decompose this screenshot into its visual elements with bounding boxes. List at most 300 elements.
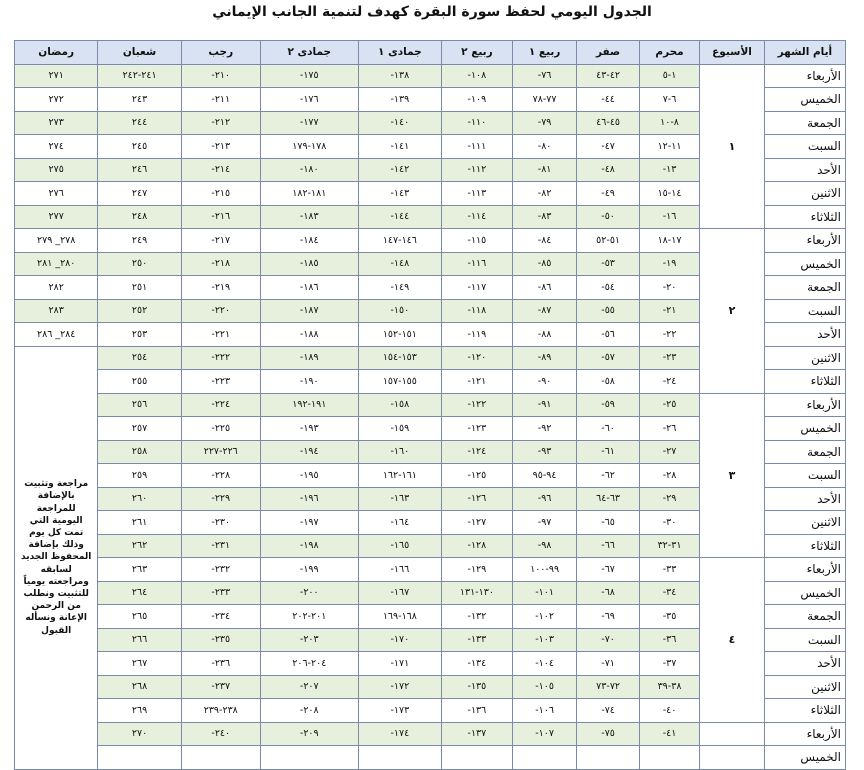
- muharram-cell: ٣٧-: [639, 652, 699, 676]
- muharram-cell: ٨-١٠: [639, 111, 699, 135]
- rajab-cell: ٢١٧-: [181, 229, 260, 253]
- jumada1-cell: ١٥٣-١٥٤: [358, 346, 441, 370]
- muharram-cell: [639, 746, 699, 770]
- jumada2-cell: ١٧٦-: [260, 88, 358, 112]
- shaban-cell: ٢٦٤: [98, 581, 181, 605]
- rabi2-cell: ١٣٦-: [442, 699, 513, 723]
- week-cell: ١: [700, 64, 765, 229]
- jumada1-cell: ١٧٠-: [358, 628, 441, 652]
- day-cell: الجمعة: [764, 111, 845, 135]
- jumada2-cell: ٢٠٣-: [260, 628, 358, 652]
- jumada2-cell: ١٧٥-: [260, 64, 358, 88]
- safar-cell: ٥١-٥٢: [577, 229, 639, 253]
- safar-cell: ٤٨-: [577, 158, 639, 182]
- jumada2-cell: ١٨٦-: [260, 276, 358, 300]
- jumada2-cell: ١٨٣-: [260, 205, 358, 229]
- rabi2-cell: ١١٢-: [442, 158, 513, 182]
- rabi1-cell: ٨٥-: [512, 252, 577, 276]
- day-cell: الخميس: [764, 746, 845, 770]
- muharram-cell: ٢١-: [639, 299, 699, 323]
- jumada2-cell: ١٩٤-: [260, 440, 358, 464]
- week-cell: [700, 746, 765, 770]
- day-cell: الأربعاء: [764, 393, 845, 417]
- rabi2-cell: ١٢٧-: [442, 511, 513, 535]
- jumada1-cell: ١٣٨-: [358, 64, 441, 88]
- rabi2-cell: ١٠٩-: [442, 88, 513, 112]
- rabi2-cell: ١٢٥-: [442, 464, 513, 488]
- rabi2-cell: ١١٩-: [442, 323, 513, 347]
- safar-cell: ٧٠-: [577, 628, 639, 652]
- jumada1-cell: ١٤٠-: [358, 111, 441, 135]
- rabi2-cell: ١٢٢-: [442, 393, 513, 417]
- shaban-cell: ٢٤٩: [98, 229, 181, 253]
- day-cell: الأحد: [764, 652, 845, 676]
- rabi2-cell: ١٣٣-: [442, 628, 513, 652]
- jumada2-cell: ١٩٥-: [260, 464, 358, 488]
- jumada1-cell: ١٣٩-: [358, 88, 441, 112]
- safar-cell: ٥٤-: [577, 276, 639, 300]
- day-cell: الأحد: [764, 487, 845, 511]
- jumada1-cell: ١٦١-١٦٢: [358, 464, 441, 488]
- day-cell: الجمعة: [764, 440, 845, 464]
- header-ramadan: رمضان: [15, 41, 98, 65]
- page-title: الجدول اليومي لحفظ سورة البقرة كهدف لتنمية الجانب الإيماني: [212, 4, 652, 20]
- safar-cell: ٥٣-: [577, 252, 639, 276]
- day-cell: الأربعاء: [764, 229, 845, 253]
- shaban-cell: ٢٦١: [98, 511, 181, 535]
- shaban-cell: ٢٦٩: [98, 699, 181, 723]
- safar-cell: ٦٠-: [577, 417, 639, 441]
- shaban-cell: ٢٥٢: [98, 299, 181, 323]
- table-row: [15, 64, 846, 88]
- rabi2-cell: ١٢٨-: [442, 534, 513, 558]
- jumada1-cell: ١٧٢-: [358, 675, 441, 699]
- rabi1-cell: ١٠٤-: [512, 652, 577, 676]
- muharram-cell: ٢٣-: [639, 346, 699, 370]
- day-cell: الاثنين: [764, 346, 845, 370]
- shaban-cell: ٢٦٨: [98, 675, 181, 699]
- jumada2-cell: ٢٠١-٢٠٢: [260, 605, 358, 629]
- rabi1-cell: ١٠٦-: [512, 699, 577, 723]
- jumada1-cell: ١٤٣-: [358, 182, 441, 206]
- muharram-cell: ٢٥-: [639, 393, 699, 417]
- shaban-cell: ٢٦٠: [98, 487, 181, 511]
- rajab-cell: ٢٣٥-: [181, 628, 260, 652]
- rajab-cell: ٢٢٢-: [181, 346, 260, 370]
- rabi2-cell: ١٣٠-١٣١: [442, 581, 513, 605]
- rabi2-cell: ١٢٤-: [442, 440, 513, 464]
- shaban-cell: ٢٦٧: [98, 652, 181, 676]
- muharram-cell: ٣٥-: [639, 605, 699, 629]
- shaban-cell: ٢٤٧: [98, 182, 181, 206]
- day-cell: الثلاثاء: [764, 699, 845, 723]
- jumada2-cell: ٢٠٩-: [260, 722, 358, 746]
- table-row: [15, 229, 846, 253]
- safar-cell: ٦٨-: [577, 581, 639, 605]
- table-row: [15, 393, 846, 417]
- jumada1-cell: [358, 746, 441, 770]
- ramadan-cell: ٢٧٨_ ٢٧٩: [15, 229, 98, 253]
- safar-cell: ٥٩-: [577, 393, 639, 417]
- jumada2-cell: ١٩٧-: [260, 511, 358, 535]
- header-shaban: شعبان: [98, 41, 181, 65]
- rajab-cell: ٢٣٢-: [181, 558, 260, 582]
- rabi1-cell: ١٠٧-: [512, 722, 577, 746]
- muharram-cell: ٢٩-: [639, 487, 699, 511]
- week-cell: ٣: [700, 393, 765, 558]
- day-cell: الأربعاء: [764, 558, 845, 582]
- safar-cell: ٧٢-٧٣: [577, 675, 639, 699]
- jumada1-cell: ١٧٣-: [358, 699, 441, 723]
- jumada2-cell: ١٨٤-: [260, 229, 358, 253]
- rabi1-cell: ٨٠-: [512, 135, 577, 159]
- day-cell: الثلاثاء: [764, 205, 845, 229]
- rabi2-cell: ١١٧-: [442, 276, 513, 300]
- rajab-cell: ٢٣١-: [181, 534, 260, 558]
- rajab-cell: ٢٤٠-: [181, 722, 260, 746]
- rajab-cell: ٢٢٩-: [181, 487, 260, 511]
- safar-cell: ٦٣-٦٤: [577, 487, 639, 511]
- rabi2-cell: ١٣٢-: [442, 605, 513, 629]
- safar-cell: ٦٥-: [577, 511, 639, 535]
- rajab-cell: ٢٣٦-: [181, 652, 260, 676]
- ramadan-cell: ٢٨٢: [15, 276, 98, 300]
- muharram-cell: ١١-١٢: [639, 135, 699, 159]
- rabi1-cell: ٨١-: [512, 158, 577, 182]
- shaban-cell: ٢٥٨: [98, 440, 181, 464]
- day-cell: السبت: [764, 299, 845, 323]
- ramadan-cell: ٢٧٣: [15, 111, 98, 135]
- safar-cell: ٥٠-: [577, 205, 639, 229]
- rajab-cell: ٢٢٣-: [181, 370, 260, 394]
- shaban-cell: ٢٤٦: [98, 158, 181, 182]
- rabi1-cell: ٨٤-: [512, 229, 577, 253]
- jumada2-cell: ١٩١-١٩٢: [260, 393, 358, 417]
- safar-cell: [577, 746, 639, 770]
- day-cell: الاثنين: [764, 675, 845, 699]
- muharram-cell: ١٩-: [639, 252, 699, 276]
- shaban-cell: ٢٧٠: [98, 722, 181, 746]
- rabi2-cell: ١٣٧-: [442, 722, 513, 746]
- safar-cell: ٥٥-: [577, 299, 639, 323]
- rajab-cell: ٢٣٨-٢٣٩: [181, 699, 260, 723]
- rajab-cell: ٢١١-: [181, 88, 260, 112]
- safar-cell: ٤٧-: [577, 135, 639, 159]
- rajab-cell: ٢٢٨-: [181, 464, 260, 488]
- ramadan-cell: ٢٨٠_ ٢٨١: [15, 252, 98, 276]
- muharram-cell: ٢٠-: [639, 276, 699, 300]
- rajab-cell: ٢٢٠-: [181, 299, 260, 323]
- shaban-cell: ٢٥١: [98, 276, 181, 300]
- day-cell: السبت: [764, 628, 845, 652]
- ramadan-cell: ٢٧٢: [15, 88, 98, 112]
- rajab-cell: ٢١٤-: [181, 158, 260, 182]
- safar-cell: ٤٥-٤٦: [577, 111, 639, 135]
- header-day: أيام الشهر: [764, 41, 845, 65]
- jumada2-cell: ١٩٣-: [260, 417, 358, 441]
- shaban-cell: ٢٥٦: [98, 393, 181, 417]
- rabi1-cell: ٩٩-١٠٠: [512, 558, 577, 582]
- day-cell: الأحد: [764, 158, 845, 182]
- rabi1-cell: ٩٠-: [512, 370, 577, 394]
- day-cell: الأربعاء: [764, 722, 845, 746]
- rabi2-cell: ١٢٩-: [442, 558, 513, 582]
- header-rabi2: ربيع ٢: [442, 41, 513, 65]
- safar-cell: ٥٧-: [577, 346, 639, 370]
- rabi2-cell: ١١٥-: [442, 229, 513, 253]
- rabi1-cell: ١٠٥-: [512, 675, 577, 699]
- rajab-cell: ٢٢٥-: [181, 417, 260, 441]
- day-cell: الجمعة: [764, 276, 845, 300]
- day-cell: الخميس: [764, 581, 845, 605]
- rabi1-cell: ١٠٢-: [512, 605, 577, 629]
- safar-cell: ٦٩-: [577, 605, 639, 629]
- rabi1-cell: ٨٦-: [512, 276, 577, 300]
- rabi2-cell: ١٣٤-: [442, 652, 513, 676]
- rajab-cell: ٢٣٤-: [181, 605, 260, 629]
- safar-cell: ٤٩-: [577, 182, 639, 206]
- jumada1-cell: ١٦٧-: [358, 581, 441, 605]
- safar-cell: ٦٧-: [577, 558, 639, 582]
- muharram-cell: ١٦-: [639, 205, 699, 229]
- day-cell: الأحد: [764, 323, 845, 347]
- rabi2-cell: ١٣٥-: [442, 675, 513, 699]
- rabi1-cell: ٩٨-: [512, 534, 577, 558]
- jumada1-cell: ١٦٦-: [358, 558, 441, 582]
- safar-cell: ٧١-: [577, 652, 639, 676]
- rabi1-cell: ٨٧-: [512, 299, 577, 323]
- day-cell: الجمعة: [764, 605, 845, 629]
- rajab-cell: ٢١٦-: [181, 205, 260, 229]
- jumada2-cell: ١٩٦-: [260, 487, 358, 511]
- jumada2-cell: ١٧٨-١٧٩: [260, 135, 358, 159]
- rabi1-cell: ١٠٣-: [512, 628, 577, 652]
- jumada1-cell: ١٤٩-: [358, 276, 441, 300]
- header-rabi1: ربيع ١: [512, 41, 577, 65]
- jumada1-cell: ١٦٤-: [358, 511, 441, 535]
- shaban-cell: ٢٦٦: [98, 628, 181, 652]
- shaban-cell: ٢٤٣: [98, 88, 181, 112]
- week-cell: ٤: [700, 558, 765, 723]
- muharram-cell: ٢٢-: [639, 323, 699, 347]
- jumada1-cell: ١٤٤-: [358, 205, 441, 229]
- jumada1-cell: ١٤١-: [358, 135, 441, 159]
- safar-cell: ٦٢-: [577, 464, 639, 488]
- jumada2-cell: [260, 746, 358, 770]
- ramadan-cell: ٢٧١: [15, 64, 98, 88]
- rabi2-cell: ١١٦-: [442, 252, 513, 276]
- rajab-cell: ٢١٠-: [181, 64, 260, 88]
- jumada1-cell: ١٥٩-: [358, 417, 441, 441]
- rabi1-cell: ٩١-: [512, 393, 577, 417]
- jumada2-cell: ١٩٨-: [260, 534, 358, 558]
- rajab-cell: ٢١٩-: [181, 276, 260, 300]
- rabi1-cell: ٨٩-: [512, 346, 577, 370]
- jumada2-cell: ٢٠٤-٢٠٦: [260, 652, 358, 676]
- header-jumada2: جمادى ٢: [260, 41, 358, 65]
- day-cell: الأربعاء: [764, 64, 845, 88]
- ramadan-cell: ٢٧٤: [15, 135, 98, 159]
- jumada1-cell: ١٧١-: [358, 652, 441, 676]
- jumada1-cell: ١٦٥-: [358, 534, 441, 558]
- shaban-cell: ٢٤١-٢٤٢: [98, 64, 181, 88]
- safar-cell: ٥٨-: [577, 370, 639, 394]
- muharram-cell: ٢٨-: [639, 464, 699, 488]
- rabi1-cell: ٩٦-: [512, 487, 577, 511]
- table-row: [15, 746, 846, 770]
- rabi2-cell: ١١١-: [442, 135, 513, 159]
- safar-cell: ٥٦-: [577, 323, 639, 347]
- header-week: الأسبوع: [700, 41, 765, 65]
- safar-cell: ٦١-: [577, 440, 639, 464]
- shaban-cell: ٢٤٨: [98, 205, 181, 229]
- shaban-cell: ٢٦٣: [98, 558, 181, 582]
- rabi1-cell: ١٠١-: [512, 581, 577, 605]
- rajab-cell: ٢١٣-: [181, 135, 260, 159]
- jumada1-cell: ١٤٢-: [358, 158, 441, 182]
- muharram-cell: ٣٣-: [639, 558, 699, 582]
- rajab-cell: [181, 746, 260, 770]
- jumada2-cell: ١٧٧-: [260, 111, 358, 135]
- jumada1-cell: ١٦٨-١٦٩: [358, 605, 441, 629]
- day-cell: الخميس: [764, 88, 845, 112]
- rajab-cell: ٢١٨-: [181, 252, 260, 276]
- jumada1-cell: ١٤٨-: [358, 252, 441, 276]
- jumada1-cell: ١٦٠-: [358, 440, 441, 464]
- jumada2-cell: ٢٠٧-: [260, 675, 358, 699]
- muharram-cell: ١٣-: [639, 158, 699, 182]
- safar-cell: ٧٥-: [577, 722, 639, 746]
- rabi2-cell: ١١٣-: [442, 182, 513, 206]
- rabi2-cell: ١١٤-: [442, 205, 513, 229]
- rabi1-cell: ٩٢-: [512, 417, 577, 441]
- muharram-cell: ٣٤-: [639, 581, 699, 605]
- rabi2-cell: ١٢١-: [442, 370, 513, 394]
- rabi2-cell: ١١٨-: [442, 299, 513, 323]
- muharram-cell: ٣١-٣٢: [639, 534, 699, 558]
- jumada2-cell: ١٨٥-: [260, 252, 358, 276]
- day-cell: الاثنين: [764, 182, 845, 206]
- rajab-cell: ٢١٥-: [181, 182, 260, 206]
- ramadan-review-note: مراجعة وتثبيت بالإضافة للمراجعة اليومية التي تمت كل يوم وذلك بإضافة المحفوظ الجديد لسابقه ومراجعته يومياً للتثبيت ونطلب من الرحمن الإعانة ونسأله القبول: [15, 346, 98, 769]
- rabi2-cell: ١٢٣-: [442, 417, 513, 441]
- rajab-cell: ٢٣٣-: [181, 581, 260, 605]
- rabi2-cell: ١٢٠-: [442, 346, 513, 370]
- jumada2-cell: ١٨٧-: [260, 299, 358, 323]
- muharram-cell: ٣٠-: [639, 511, 699, 535]
- rabi1-cell: ٨٣-: [512, 205, 577, 229]
- muharram-cell: ٤١-: [639, 722, 699, 746]
- muharram-cell: ٢٧-: [639, 440, 699, 464]
- day-cell: الثلاثاء: [764, 534, 845, 558]
- shaban-cell: ٢٥٤: [98, 346, 181, 370]
- rajab-cell: ٢٢١-: [181, 323, 260, 347]
- shaban-cell: ٢٤٤: [98, 111, 181, 135]
- table-row: [15, 558, 846, 582]
- day-cell: الاثنين: [764, 511, 845, 535]
- ramadan-cell: ٢٨٤_ ٢٨٦: [15, 323, 98, 347]
- table-row: [15, 722, 846, 746]
- week-cell: [700, 722, 765, 746]
- muharram-cell: ٣٦-: [639, 628, 699, 652]
- rabi1-cell: ٩٣-: [512, 440, 577, 464]
- ramadan-cell: ٢٨٣: [15, 299, 98, 323]
- shaban-cell: ٢٥٥: [98, 370, 181, 394]
- muharram-cell: ٢٤-: [639, 370, 699, 394]
- safar-cell: ٦٦-: [577, 534, 639, 558]
- safar-cell: ٤٢-٤٣: [577, 64, 639, 88]
- rabi1-cell: ٧٦-: [512, 64, 577, 88]
- shaban-cell: [98, 746, 181, 770]
- jumada1-cell: ١٥٥-١٥٧: [358, 370, 441, 394]
- shaban-cell: ٢٥٠: [98, 252, 181, 276]
- rajab-cell: ٢٢٤-: [181, 393, 260, 417]
- day-cell: السبت: [764, 135, 845, 159]
- rajab-cell: ٢٣٧-: [181, 675, 260, 699]
- header-muharram: محرم: [639, 41, 699, 65]
- ramadan-cell: ٢٧٥: [15, 158, 98, 182]
- rabi1-cell: ٩٤-٩٥: [512, 464, 577, 488]
- muharram-cell: ٢٦-: [639, 417, 699, 441]
- header-jumada1: جمادى ١: [358, 41, 441, 65]
- day-cell: الخميس: [764, 252, 845, 276]
- shaban-cell: ٢٥٩: [98, 464, 181, 488]
- rabi1-cell: ٧٩-: [512, 111, 577, 135]
- jumada1-cell: ١٥٠-: [358, 299, 441, 323]
- rabi1-cell: ٧٧-٧٨: [512, 88, 577, 112]
- shaban-cell: ٢٦٥: [98, 605, 181, 629]
- day-cell: السبت: [764, 464, 845, 488]
- shaban-cell: ٢٤٥: [98, 135, 181, 159]
- jumada2-cell: ١٨٠-: [260, 158, 358, 182]
- jumada2-cell: ٢٠٨-: [260, 699, 358, 723]
- jumada1-cell: ١٧٤-: [358, 722, 441, 746]
- muharram-cell: ١٤-١٥: [639, 182, 699, 206]
- rajab-cell: ٢٢٦-٢٢٧: [181, 440, 260, 464]
- shaban-cell: ٢٦٢: [98, 534, 181, 558]
- rabi1-cell: [512, 746, 577, 770]
- rajab-cell: ٢٣٠-: [181, 511, 260, 535]
- jumada2-cell: ١٨٨-: [260, 323, 358, 347]
- muharram-cell: ٤٠-: [639, 699, 699, 723]
- day-cell: الخميس: [764, 417, 845, 441]
- rabi1-cell: ٩٧-: [512, 511, 577, 535]
- safar-cell: ٧٤-: [577, 699, 639, 723]
- muharram-cell: ٦-٧: [639, 88, 699, 112]
- jumada1-cell: ١٥١-١٥٢: [358, 323, 441, 347]
- shaban-cell: ٢٥٧: [98, 417, 181, 441]
- jumada1-cell: ١٥٨-: [358, 393, 441, 417]
- ramadan-cell: ٢٧٧: [15, 205, 98, 229]
- muharram-cell: ٣٨-٣٩: [639, 675, 699, 699]
- ramadan-cell: ٢٧٦: [15, 182, 98, 206]
- header-rajab: رجب: [181, 41, 260, 65]
- rabi2-cell: ١١٠-: [442, 111, 513, 135]
- rabi2-cell: ١٢٦-: [442, 487, 513, 511]
- muharram-cell: ١٧-١٨: [639, 229, 699, 253]
- day-cell: الثلاثاء: [764, 370, 845, 394]
- jumada2-cell: ٢٠٠-: [260, 581, 358, 605]
- header-safar: صفر: [577, 41, 639, 65]
- muharram-cell: ١-٥: [639, 64, 699, 88]
- jumada2-cell: ١٩٩-: [260, 558, 358, 582]
- shaban-cell: ٢٥٣: [98, 323, 181, 347]
- jumada1-cell: ١٦٣-: [358, 487, 441, 511]
- jumada1-cell: ١٤٦-١٤٧: [358, 229, 441, 253]
- schedule-table: [14, 40, 846, 770]
- rajab-cell: ٢١٢-: [181, 111, 260, 135]
- jumada2-cell: ١٨٩-: [260, 346, 358, 370]
